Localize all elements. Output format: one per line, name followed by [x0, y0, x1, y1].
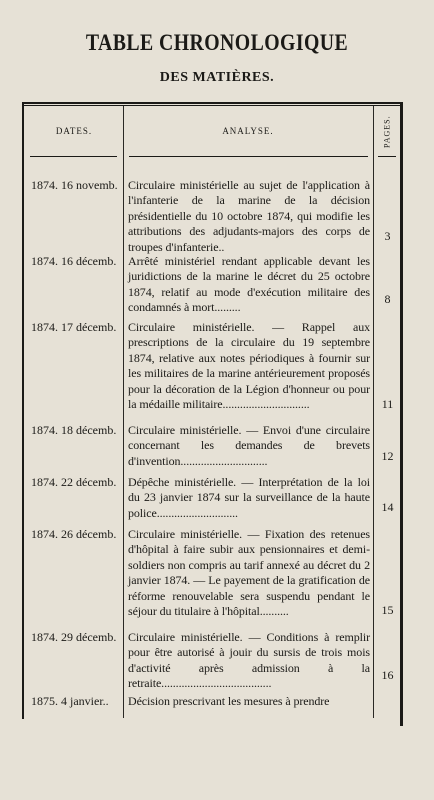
entry-page: 16 — [381, 668, 394, 682]
entry-date: 1874. 22 décemb. — [31, 475, 117, 489]
header-rule-analyse — [129, 156, 368, 157]
column-divider-pages — [373, 106, 374, 718]
entry-analysis: Circulaire ministérielle. — Fixation des retenues d'hôpital à faire subir aux pensionnaires et demi-soldiers non compris au tarif annexé au décret du 2 janvier 1874. — Le payement de la gratification de réforme renouvelable sera suspendu pendant le séjour du titulaire à l'hôpital.......... — [128, 527, 370, 619]
column-header-analyse: ANALYSE. — [222, 126, 274, 136]
entry-date: 1874. 17 décemb. — [31, 320, 117, 334]
column-header-dates: DATES. — [55, 126, 93, 136]
entry-page: 8 — [384, 292, 391, 306]
entry-page: 11 — [381, 397, 394, 411]
entry-analysis: Circulaire ministérielle au sujet de l'application à l'infanterie de la marine de la décision présidentielle du 10 octobre 1874, qui modifie les attributions des adjudants-majors des corps de troupes d'infanterie.. — [128, 178, 370, 254]
entry-page: 14 — [381, 500, 394, 514]
entry-date: 1874. 29 décemb. — [31, 630, 117, 644]
column-header-pages: PAGES. — [382, 115, 392, 149]
entry-analysis: Circulaire ministérielle. — Conditions à remplir pour être autorisé à jouir du sursis de trois mois d'activité après admission à la retraite...................................... — [128, 630, 370, 691]
table-top-rule — [22, 102, 403, 104]
entry-analysis: Décision prescrivant les mesures à prendre — [128, 694, 330, 708]
entry-analysis: Arrêté ministériel rendant applicable devant les juridictions de la marine le décret du 25 octobre 1874, relatif au mode d'exécution militaire des condamnés à mort......... — [128, 254, 370, 315]
page-subtitle: DES MATIÈRES. — [159, 70, 275, 85]
entry-date: 1874. 18 décemb. — [31, 423, 117, 437]
header-rule-pages — [378, 156, 396, 157]
entry-analysis: Dépêche ministérielle. — Interprétation de la loi du 23 janvier 1874 sur la surveillance de la haute police............................ — [128, 475, 370, 520]
entry-date: 1874. 26 décemb. — [31, 527, 117, 541]
entry-analysis: Circulaire ministérielle. — Rappel aux prescriptions de la circulaire du 19 septembre 1874, relative aux notes périodiques à fournir sur les militaires de la marine antérieurement proposés pour la décoration de la Légion d'honneur ou pour la médaille militaire.............................. — [128, 320, 370, 412]
entry-analysis: Circulaire ministérielle. — Envoi d'une circulaire concernant les demandes de brevets d'invention.............................. — [128, 423, 370, 468]
entry-date: 1875. 4 janvier.. — [31, 694, 109, 708]
entry-page: 12 — [381, 449, 394, 463]
column-divider-dates — [123, 106, 124, 718]
page-title: TABLE CHRONOLOGIQUE — [85, 30, 349, 55]
header-rule-dates — [30, 156, 117, 157]
table-left-border — [22, 102, 24, 719]
entry-page: 15 — [381, 603, 394, 617]
entry-date: 1874. 16 décemb. — [31, 254, 117, 268]
table-top-rule-thin — [22, 105, 403, 106]
entry-page: 3 — [384, 229, 391, 243]
table-right-border — [400, 102, 403, 726]
entry-date: 1874. 16 novemb. — [31, 178, 118, 192]
